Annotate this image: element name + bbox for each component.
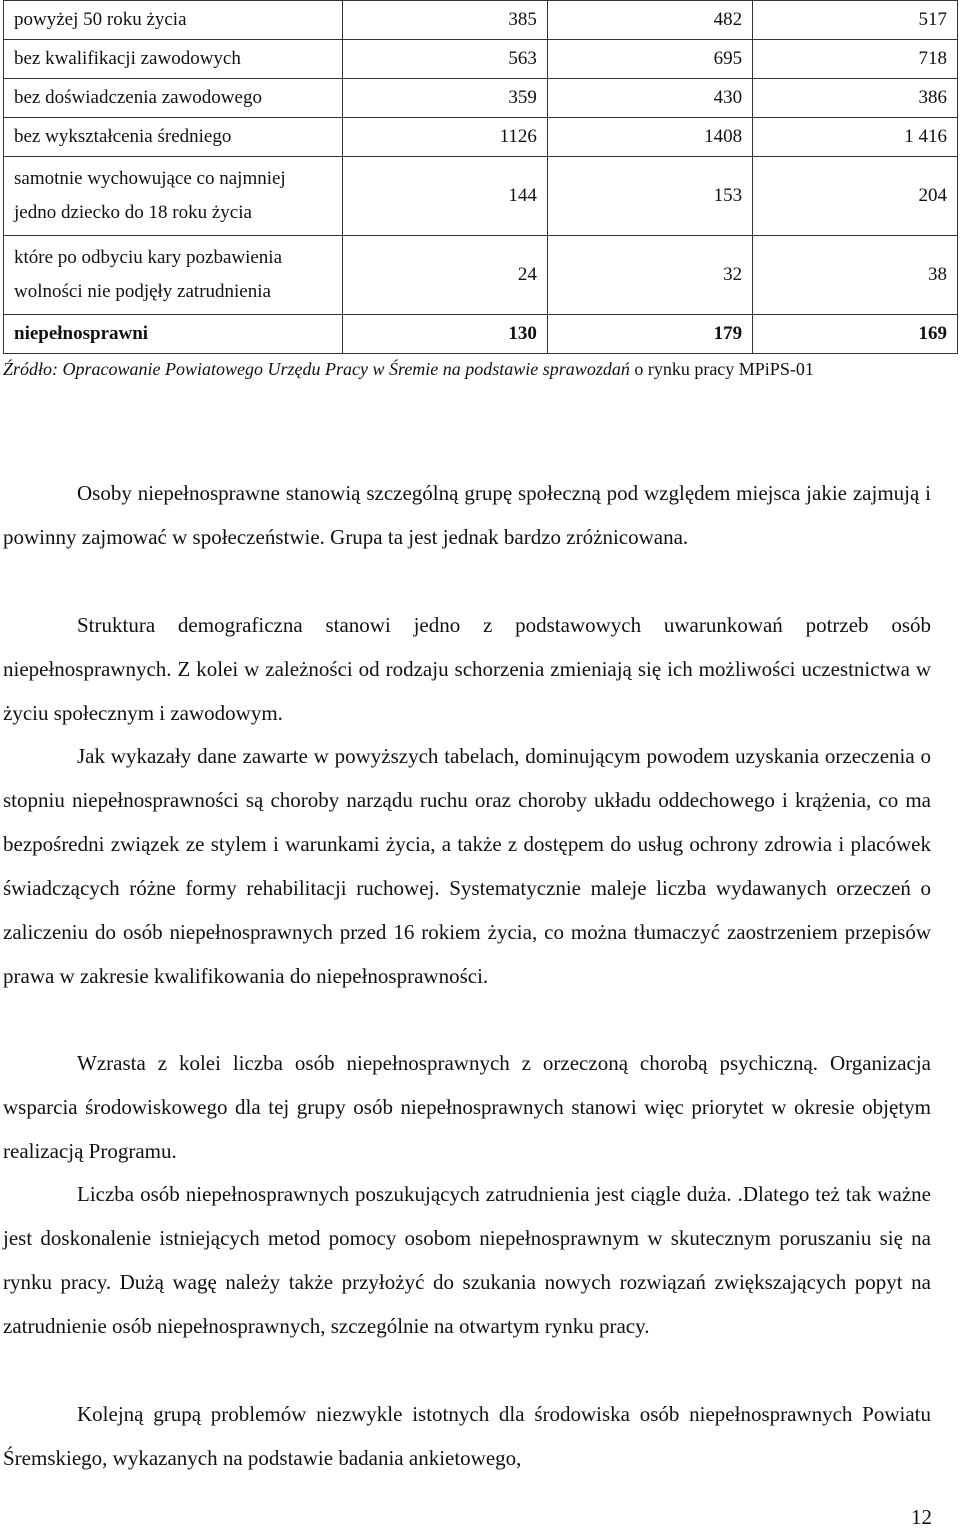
row-value-3: 1 416 (753, 118, 958, 157)
table-row (4, 315, 958, 354)
row-value-1: 144 (342, 157, 547, 236)
row-value-1: 130 (342, 315, 547, 354)
row-value-2: 179 (547, 315, 752, 354)
paragraph-4: Wzrasta z kolei liczba osób niepełnosprawnych z orzeczoną chorobą psychiczną. Organizacja wsparcia środowiskowego dla tej grupy osób niepełnosprawnych stanowi więc priorytet w okresie objętym realizacją Programu. (3, 1051, 931, 1163)
paragraph-3: Jak wykazały dane zawarte w powyższych tabelach, dominującym powodem uzyskania orzeczenia o stopniu niepełnosprawności są choroby narządu ruchu oraz choroby układu oddechowego i krążenia, co ma bezpośredni związek ze stylem i warunkami życia, a także z dostępem do usług ochrony zdrowia i placówek świadczących różne formy rehabilitacji ruchowej. Systematycznie maleje liczba wydawanych orzeczeń o zaliczeniu do osób niepełnosprawnych przed 16 rokiem życia, co można tłumaczyć zaostrzeniem przepisów prawa w zakresie kwalifikowania do niepełnosprawności. (3, 744, 931, 988)
row-value-2: 153 (547, 157, 752, 236)
row-value-3: 38 (753, 236, 958, 315)
paragraph-5: Liczba osób niepełnosprawnych poszukujących zatrudnienia jest ciągle duża. .Dlatego też tak ważne jest doskonalenie istniejących metod pomocy osobom niepełnosprawnym w skutecznym poruszaniu się na rynku pracy. Dużą wagę należy także przyłożyć do szukania nowych rozwiązań zwiększających popyt na zatrudnienie osób niepełnosprawnych, szczególnie na otwartym rynku pracy. (3, 1182, 931, 1338)
row-label: które po odbyciu kary pozbawienia wolności nie podjęły zatrudnienia (4, 236, 343, 315)
row-value-1: 385 (342, 1, 547, 40)
row-value-3: 718 (753, 40, 958, 79)
row-value-1: 359 (342, 79, 547, 118)
row-value-3: 204 (753, 157, 958, 236)
table-source-note (3, 356, 935, 382)
row-value-2: 695 (547, 40, 752, 79)
row-label: samotnie wychowujące co najmniej jedno dziecko do 18 roku życia (4, 157, 343, 236)
table-row (4, 157, 958, 236)
row-value-1: 24 (342, 236, 547, 315)
source-italic: Źródło: Opracowanie Powiatowego Urzędu Pracy w Śremie na podstawie sprawozdań (3, 359, 630, 379)
table-row (4, 236, 958, 315)
row-label: niepełnosprawni (4, 315, 343, 354)
row-value-2: 430 (547, 79, 752, 118)
row-value-3: 386 (753, 79, 958, 118)
row-label: powyżej 50 roku życia (4, 1, 343, 40)
paragraph-1: Osoby niepełnosprawne stanowią szczególną grupę społeczną pod względem miejsca jakie zajmują i powinny zajmować w społeczeństwie. Grupa ta jest jednak bardzo zróżnicowana. (3, 481, 931, 549)
row-value-2: 32 (547, 236, 752, 315)
source-rest: o rynku pracy MPiPS-01 (629, 359, 814, 379)
table-row (4, 118, 958, 157)
row-label: bez wykształcenia średniego (4, 118, 343, 157)
row-value-2: 1408 (547, 118, 752, 157)
table-row (4, 79, 958, 118)
row-value-2: 482 (547, 1, 752, 40)
paragraph-6: Kolejną grupą problemów niezwykle istotnych dla środowiska osób niepełnosprawnych Powiatu Śremskiego, wykazanych na podstawie badania ankietowego, (3, 1402, 931, 1470)
paragraph-2: Struktura demograficzna stanowi jedno z podstawowych uwarunkowań potrzeb osób niepełnosprawnych. Z kolei w zależności od rodzaju schorzenia zmieniają się ich możliwości uczestnictwa w życiu społecznym i zawodowym. (3, 613, 931, 725)
page-number: 12 (911, 1505, 932, 1529)
statistics-table (3, 0, 958, 354)
row-value-1: 563 (342, 40, 547, 79)
row-label: bez kwalifikacji zawodowych (4, 40, 343, 79)
row-value-1: 1126 (342, 118, 547, 157)
row-label: bez doświadczenia zawodowego (4, 79, 343, 118)
table-row (4, 40, 958, 79)
row-value-3: 169 (753, 315, 958, 354)
row-value-3: 517 (753, 1, 958, 40)
table-row (4, 1, 958, 40)
